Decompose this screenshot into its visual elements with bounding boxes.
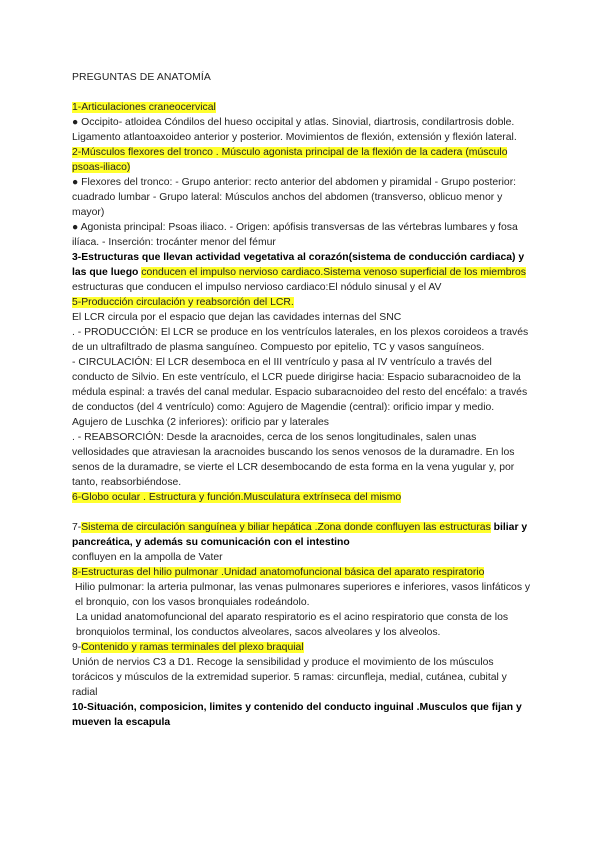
- document-page: [72, 70, 532, 730]
- question-1-answer: ● Occipito- atloidea Cóndilos del hueso occipital y atlas. Sinovial, diartrosis, condilartrosis doble. Ligamento atlantoaxoideo anterior y posterior. Movimientos de flexión, extensión y flexión lateral.: [72, 117, 517, 143]
- question-1: [72, 100, 532, 145]
- question-7-heading-highlight: Sistema de circulación sanguínea y biliar hepática .Zona donde confluyen las estructuras: [81, 522, 491, 533]
- question-5-heading: 5-Producción circulación y reabsorción del LCR.: [72, 297, 294, 308]
- question-5-produccion: . - PRODUCCIÓN: El LCR se produce en los ventrículos laterales, en los plexos coroideos a través de un ultrafiltrado de plasma sanguíneo. Compuesto por epitelio, TC y vasos sanguíneos.: [72, 327, 529, 353]
- document-title: PREGUNTAS DE ANATOMÍA: [72, 72, 211, 83]
- question-3-heading-highlight: conducen el impulso nervioso cardiaco.Sistema venoso superficial de los miembros: [141, 267, 526, 278]
- question-3-heading-bold: 3-Estructuras que llevan actividad vegetativa al corazón(sistema de conducción cardiaca) y las que luego: [72, 252, 525, 278]
- question-9-heading-highlight: Contenido y ramas terminales del plexo braquial: [81, 642, 304, 653]
- question-2-answer-agonista: ● Agonista principal: Psoas iliaco. - Origen: apófisis transversas de las vértebras lumbares y fosa ilíaca. - Inserción: trocánter menor del fémur: [72, 222, 518, 248]
- question-5-circulacion: - CIRCULACIÓN: El LCR desemboca en el III ventrículo y pasa al IV ventrículo a través del conducto de Silvio. En este ventrículo, el LCR puede dirigirse hacia: Espacio subaracnoideo de la médula espinal: a través del canal medular. Espacio subaracnoideo del resto del encéfalo: a través de conductos (del 4 ventrículo) como: Agujero de Magendie (central): orificio impar y medio. Agujero de Luschka (2 inferiores): orificio par y laterales: [72, 357, 528, 428]
- question-8-answer-unidad: La unidad anatomofuncional del aparato respiratorio es el acino respiratorio que consta de los bronquiolos terminal, los conductos alveolares, sacos alveolares y los alveolos.: [76, 612, 509, 638]
- question-9: [72, 640, 532, 700]
- question-8: [72, 565, 532, 640]
- question-5: [72, 295, 532, 490]
- question-5-reabsorcion: . - REABSORCIÓN: Desde la aracnoides, cerca de los senos longitudinales, salen unas vellosidades que atraviesan la aracnoides buscando los senos venosos de la duramadre. En los senos de la duramadre, se vierte el LCR desembocando de esta forma en la vena yugular y, por tanto, reabsorbiéndose.: [72, 432, 515, 488]
- question-1-heading: 1-Articulaciones craneocervical: [72, 102, 216, 113]
- question-10: [72, 700, 532, 730]
- question-5-intro: El LCR circula por el espacio que dejan las cavidades internas del SNC: [72, 312, 402, 323]
- question-7-answer: confluyen en la ampolla de Vater: [72, 552, 223, 563]
- question-2: [72, 145, 532, 250]
- question-9-answer: Unión de nervios C3 a D1. Recoge la sensibilidad y produce el movimiento de los músculos torácicos y músculos de la extremidad superior. 5 ramas: circunfleja, medial, cutánea, cubital y radial: [72, 657, 507, 698]
- question-10-heading: 10-Situación, composicion, limites y contenido del conducto inguinal .Musculos que fijan y mueven la escapula: [72, 702, 522, 728]
- question-3: [72, 250, 532, 295]
- question-7-number: 7-: [72, 522, 82, 533]
- question-3-answer: estructuras que conducen el impulso nervioso cardiaco:El nódulo sinusal y el AV: [72, 282, 442, 293]
- question-8-answer-hilio: Hilio pulmonar: la arteria pulmonar, las venas pulmonares superiores e inferiores, vasos linfáticos y el bronquio, con los vasos bronquiales rodeándolo.: [75, 582, 531, 608]
- blank-line: [72, 505, 532, 520]
- question-8-heading: 8-Estructuras del hilio pulmonar .Unidad anatomofuncional básica del aparato respiratorio: [72, 567, 485, 578]
- question-2-heading: 2-Músculos flexores del tronco . Músculo agonista principal de la flexión de la cadera (músculo psoas-iliaco): [72, 147, 508, 173]
- question-2-answer-flexores: ● Flexores del tronco: - Grupo anterior: recto anterior del abdomen y piramidal - Grupo posterior: cuadrado lumbar - Grupo lateral: Músculos anchos del abdomen (transverso, oblicuo menor y mayor): [72, 177, 517, 218]
- question-9-number: 9-: [72, 642, 82, 653]
- question-6-heading: 6-Globo ocular . Estructura y función.Musculatura extrínseca del mismo: [72, 492, 402, 503]
- question-6: [72, 490, 532, 505]
- question-7: [72, 520, 532, 565]
- question-7-heading-bold: biliar y pancreática, y además su comunicación con el intestino: [72, 522, 528, 548]
